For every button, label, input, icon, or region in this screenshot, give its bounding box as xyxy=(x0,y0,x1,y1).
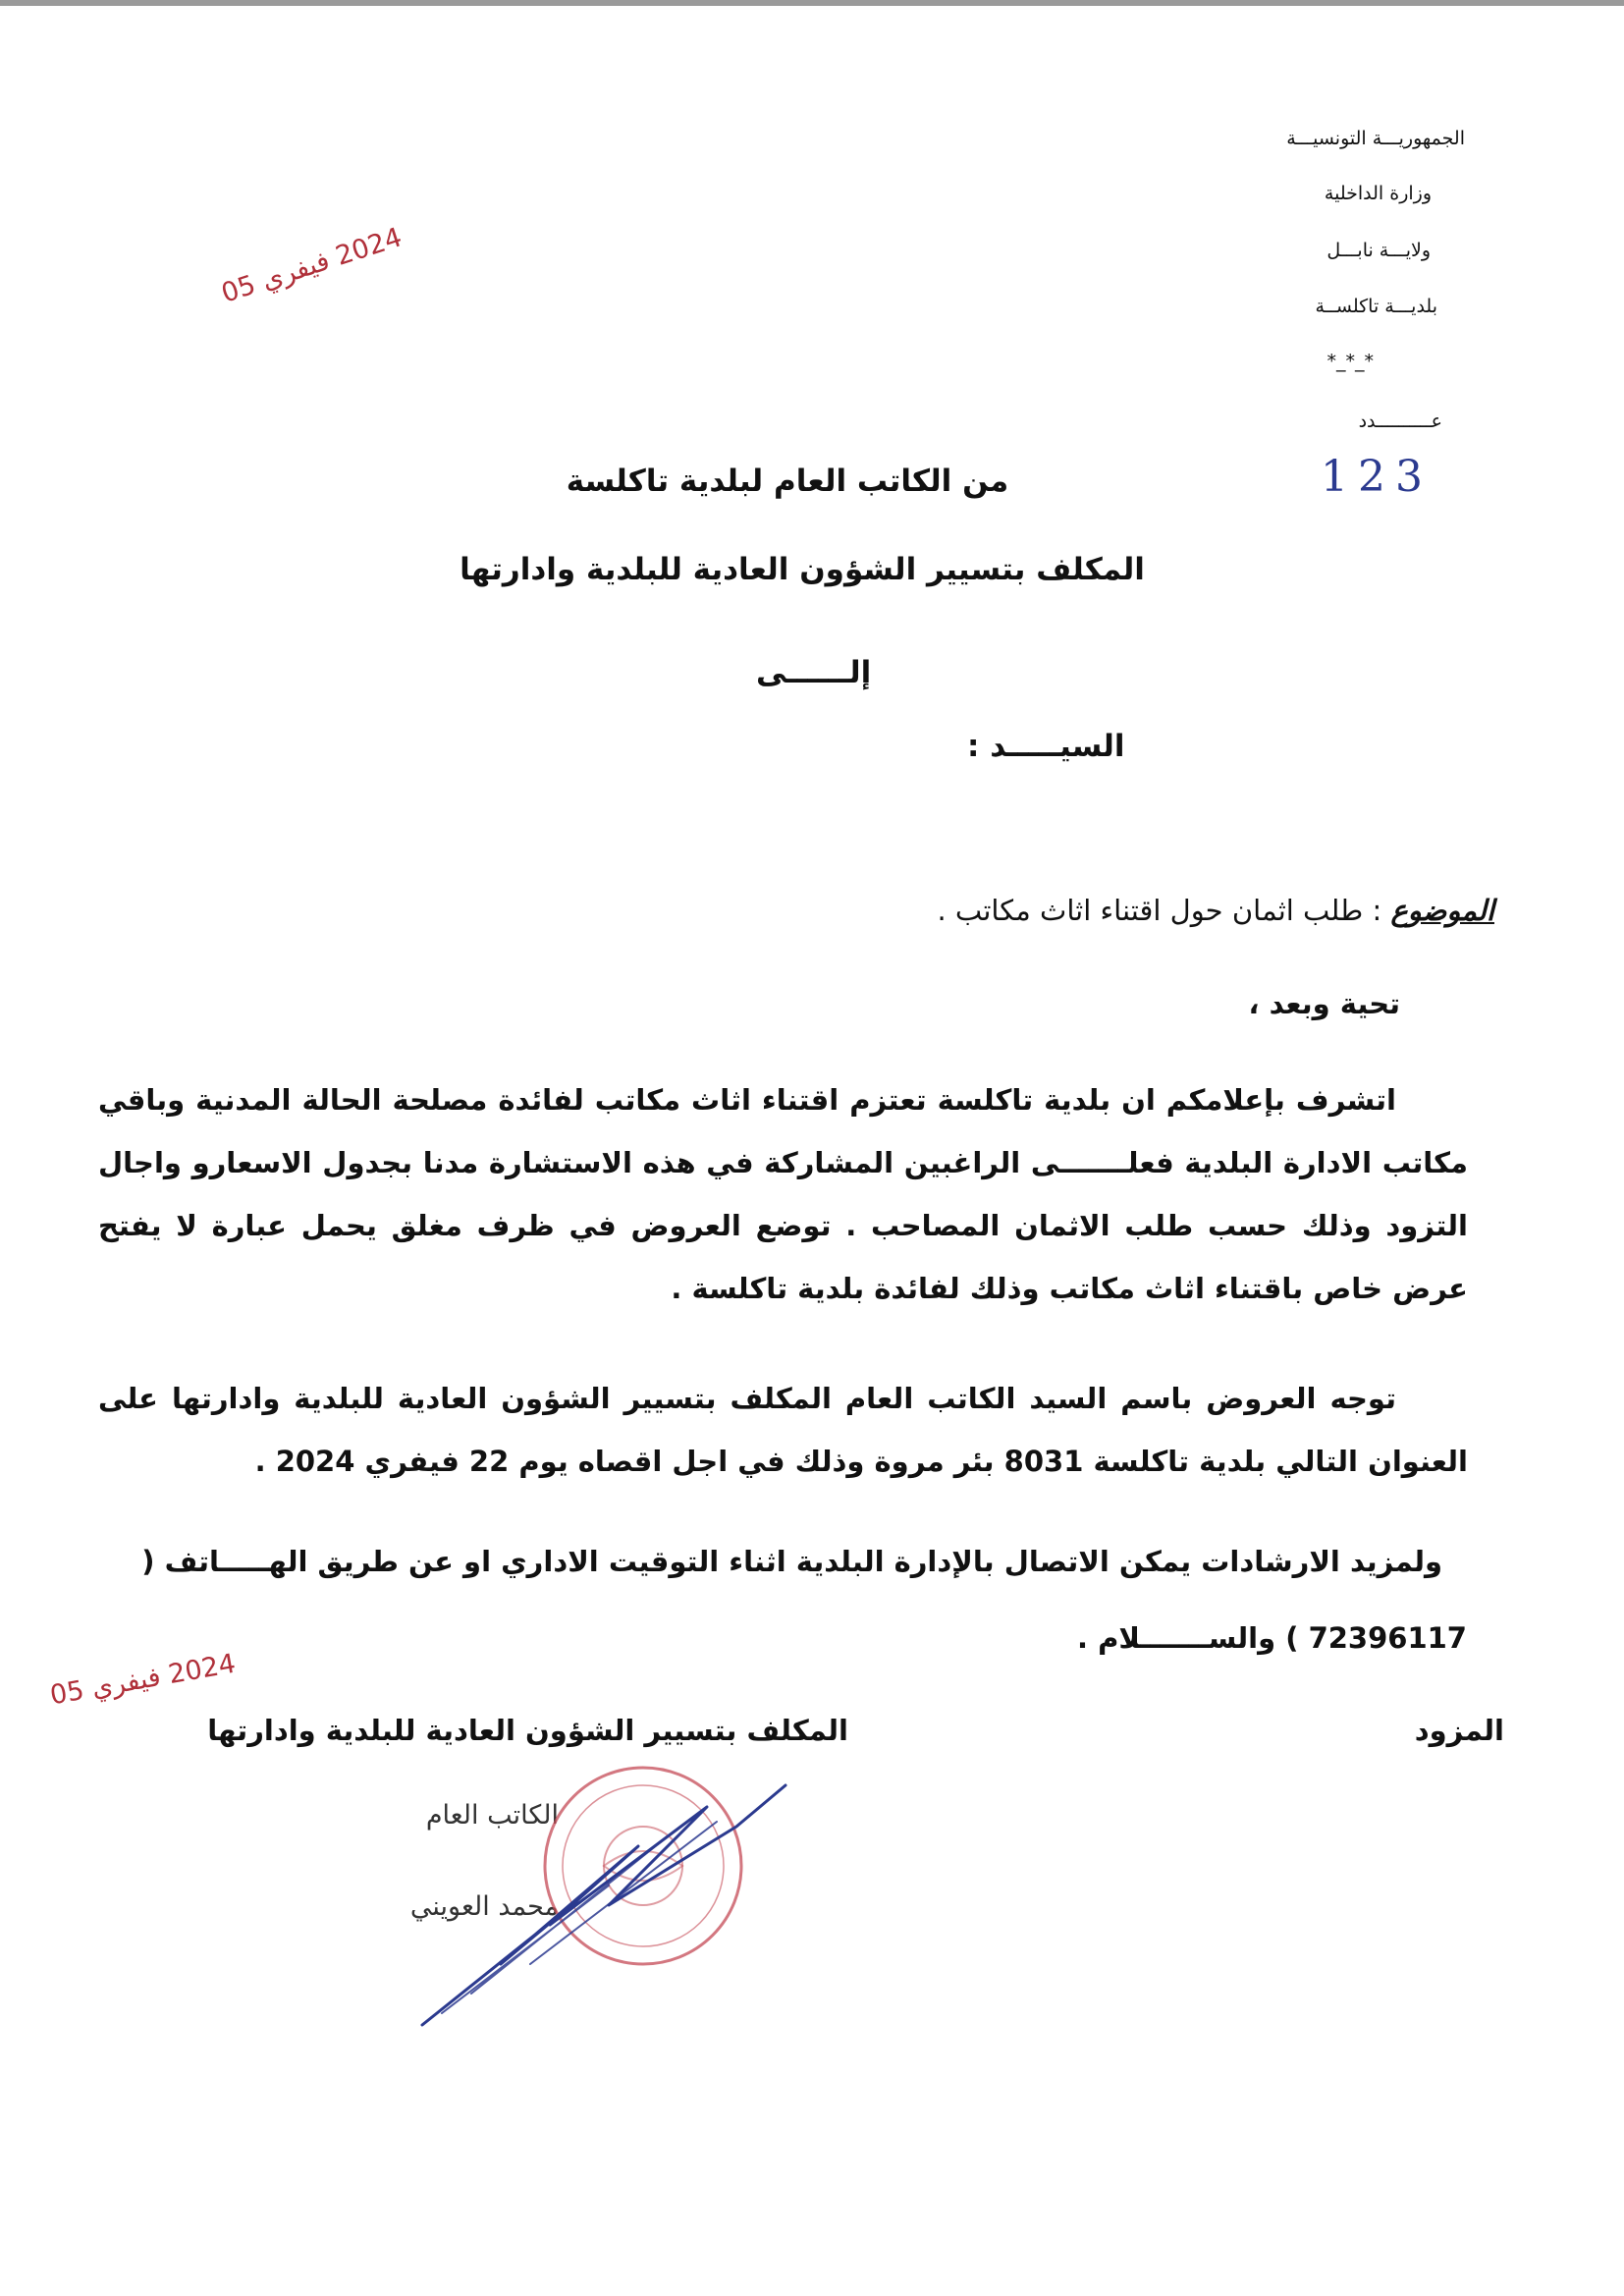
date-stamp-bottom: 2024 فيفري 05 xyxy=(47,1648,239,1712)
body-paragraph-2: توجه العروض باسم السيد الكاتب العام المكلف بتسيير الشؤون العادية للبلدية وادارتها على العنوان التالي بلدية تاكلسة 8031 بئر مروة وذلك في اجل اقصاه يوم 22 فيفري 2024 . xyxy=(98,1382,1468,1478)
body-paragraph-1: اتشرف بإعلامكم ان بلدية تاكلسة تعتزم اقتناء اثاث مكاتب لفائدة مصلحة الحالة المدنية وباقي مكاتب الادارة البلدية فعلـــــــى الراغبين المشاركة في هذه الاستشارة مدنا بجدول الاسعارو واجال التزود وذلك حسب طلب الاثمان المصاحب . توضع العروض في ظرف مغلق يحمل عبارة لا يفتح عرض خاص باقتناء اثاث مكاتب وذلك لفائدة بلدية تاكلسة . xyxy=(98,1083,1468,1305)
header-number-label: عــــــــــدد xyxy=(1358,410,1442,432)
body-paragraph-3-line-1: ولمزيد الارشادات يمكن الاتصال بالإدارة البلدية اثناء التوقيت الاداري او عن طريق الهـــــاتف ( xyxy=(141,1545,1442,1578)
body-paragraph-3-line-2: 72396117 ) والســـــــلام . xyxy=(1076,1621,1467,1655)
signatory-position: الكاتب العام xyxy=(425,1800,559,1831)
date-stamp-top: 2024 فيفري 05 xyxy=(217,222,406,309)
header-municipality: بلديـــة تاكلســة xyxy=(1315,296,1437,317)
header-governorate: ولايـــة نابـــل xyxy=(1326,240,1431,261)
subject-text: : طلب اثمان حول اقتناء اثاث مكاتب . xyxy=(937,894,1382,927)
official-title: المكلف بتسيير الشؤون العادية للبلدية وادارتها xyxy=(207,1714,848,1747)
greeting: تحية وبعد ، xyxy=(1248,987,1400,1020)
supplier-label: المزود xyxy=(1414,1714,1504,1747)
sender-line-2: المكلف بتسيير الشؤون العادية للبلدية وادارتها xyxy=(460,552,1145,587)
subject-line xyxy=(937,894,1494,927)
reference-number: 123 xyxy=(1321,452,1433,502)
header-separator: *_*_* xyxy=(1326,351,1374,372)
subject-label: الموضوع xyxy=(1390,894,1494,927)
scan-edge xyxy=(0,0,1624,6)
handwritten-signature xyxy=(409,1768,825,2033)
signatory-name: محمد العويني xyxy=(409,1891,559,1922)
header-ministry: وزارة الداخلية xyxy=(1324,183,1432,204)
sender-line-1: من الكاتب العام لبلدية تاكلسة xyxy=(566,464,1009,499)
header-republic: الجمهوريـــة التونسيـــة xyxy=(1286,128,1465,149)
to-label: إلــــــى xyxy=(756,655,872,690)
recipient-label: السيـــــد : xyxy=(967,729,1125,764)
